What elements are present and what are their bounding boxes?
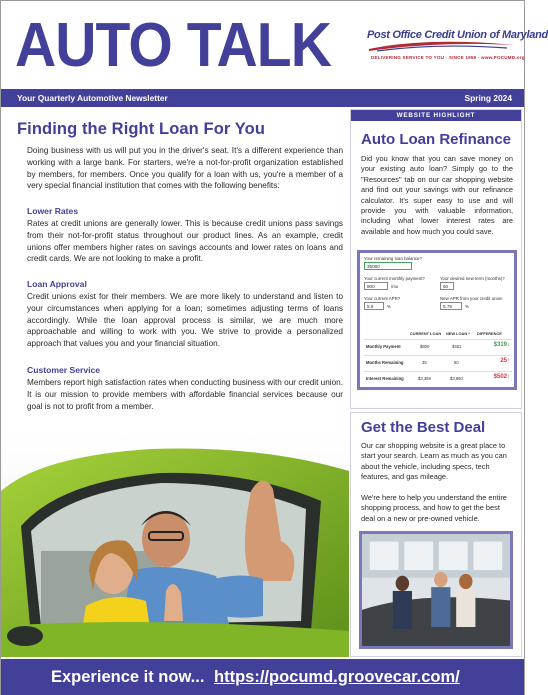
calc-row-label: Interest Remaining [366,376,404,381]
calc-cell-new: $3,860 [450,376,463,381]
section-heading-approval: Loan Approval [27,279,87,289]
calc-payment-label: Your current monthly payment? [364,276,425,281]
calc-cell-new: $481 [452,344,462,349]
calc-cell-diff: 25↑ [500,358,510,364]
calc-payment-input[interactable]: 800 [364,282,388,290]
calc-row-label: Months Remaining [366,360,404,365]
refinance-body: Did you know that you can save money on your existing auto loan? Simply go to the "Resources" tab on our car shopping website and find out your savings with our refinance calculator. It's super easy to use and will provide you with valuable information, including what lower interest rates are available and how much you could save. [361,154,513,236]
calc-cell-current: 35 [422,360,427,365]
best-deal-title: Get the Best Deal [361,419,486,436]
calc-row-label: Monthly Payment [366,344,401,349]
best-deal-box [350,412,522,657]
hero-photo-car-family [1,431,349,657]
section-body-approval: Credit unions exist for their members. We are more likely to understand and listen to your circumstances when applying for a loan; sometimes adjusting terms of loans accordingly. While the loan approval process is similar, we are much more approachable and willing to work with you. We strive to provide a personalized approach that values you and your financial situation. [27,292,343,349]
newsletter-subtitle: Your Quarterly Automotive Newsletter [17,93,168,103]
dealership-photo [359,531,513,649]
footer-cta [51,668,460,687]
calc-cell-current: $3,358 [418,376,431,381]
logo-swoosh-icon [367,39,517,53]
refinance-calculator [357,250,517,390]
best-deal-body-1: Our car shopping website is a great place to start your search. Learn as much as you can about the vehicle, including specs, tech features, and gas mileage. [361,441,507,482]
section-heading-service: Customer Service [27,365,101,375]
section-body-service: Members report high satisfaction rates when conducting business with our credit union. It is our mission to provide members with affordable financial services because our goal is not to profit from a member. [27,378,343,411]
refinance-box [350,109,522,409]
credit-union-logo [367,29,548,75]
logo-name: Post Office Credit Union of Maryland [367,29,548,41]
calc-apr-label: Your current APR? [364,296,401,301]
calc-balance-label: Your remaining loan balance? [364,256,422,261]
calc-cell-current: $800 [420,344,430,349]
footer-banner [1,659,524,695]
footer-cta-text: Experience it now... [51,668,205,686]
calc-balance-input[interactable]: 35000 [364,262,412,270]
best-deal-body-2: We're here to help you understand the entire shopping process, and how to get the best deal on a new or pre-owned vehicle. [361,493,507,523]
calc-payment-unit: /mo [391,284,399,289]
article-title: Finding the Right Loan For You [17,120,266,138]
calc-apr-unit: % [387,304,391,309]
calc-new-apr-label: New APR from your credit union [440,296,503,301]
calc-cell-diff: $502↑ [493,374,510,380]
issue-date: Spring 2024 [464,93,512,103]
section-heading-rates: Lower Rates [27,206,79,216]
issue-strap [1,89,524,107]
calc-apr-input[interactable]: 8.5 [364,302,384,310]
calc-row-interest-remaining [364,371,512,383]
calc-col-current: CURRENT LOAN [410,331,442,336]
calc-cell-diff: $319↓ [493,342,510,348]
calc-col-new: NEW LOAN * [446,331,470,336]
footer-url-link[interactable]: https://pocumd.groovecar.com/ [214,668,460,686]
masthead [1,1,548,89]
calc-new-apr-unit: % [465,304,469,309]
calc-row-monthly-payment [364,339,512,351]
section-body-rates: Rates at credit unions are generally lower. This is because credit unions pass savings from their not-for-profit status throughout our product lines. As an example, credit unions offer members higher rates on savings accounts and lower rates on loans and credit cards. We are not looking to make a profit. [27,219,343,264]
calc-row-months-remaining [364,355,512,367]
website-highlight-strip: WEBSITE HIGHLIGHT [351,110,521,121]
refinance-title: Auto Loan Refinance [361,131,512,148]
calc-cell-new: 60 [454,360,459,365]
calc-term-label: Your desired new term (months)? [440,276,505,281]
calc-col-difference: DIFFERENCE [477,331,502,336]
calc-new-apr-input[interactable]: 5.79 [440,302,462,310]
sidebar [350,109,522,657]
article-intro: Doing business with us will put you in the driver's seat. It's a different experience than working with a large bank. For starters, we're a not-for-profit organization established by members, for members. Once you qualify for a loan with us, you're a member of a very special financial institution that comes with the following benefits: [27,146,343,191]
logo-tagline: DELIVERING SERVICE TO YOU · SINCE 1959 · www.POCUMD.org [371,55,525,60]
calc-term-input[interactable]: 60 [440,282,454,290]
newsletter-title: AUTO TALK [15,11,331,80]
